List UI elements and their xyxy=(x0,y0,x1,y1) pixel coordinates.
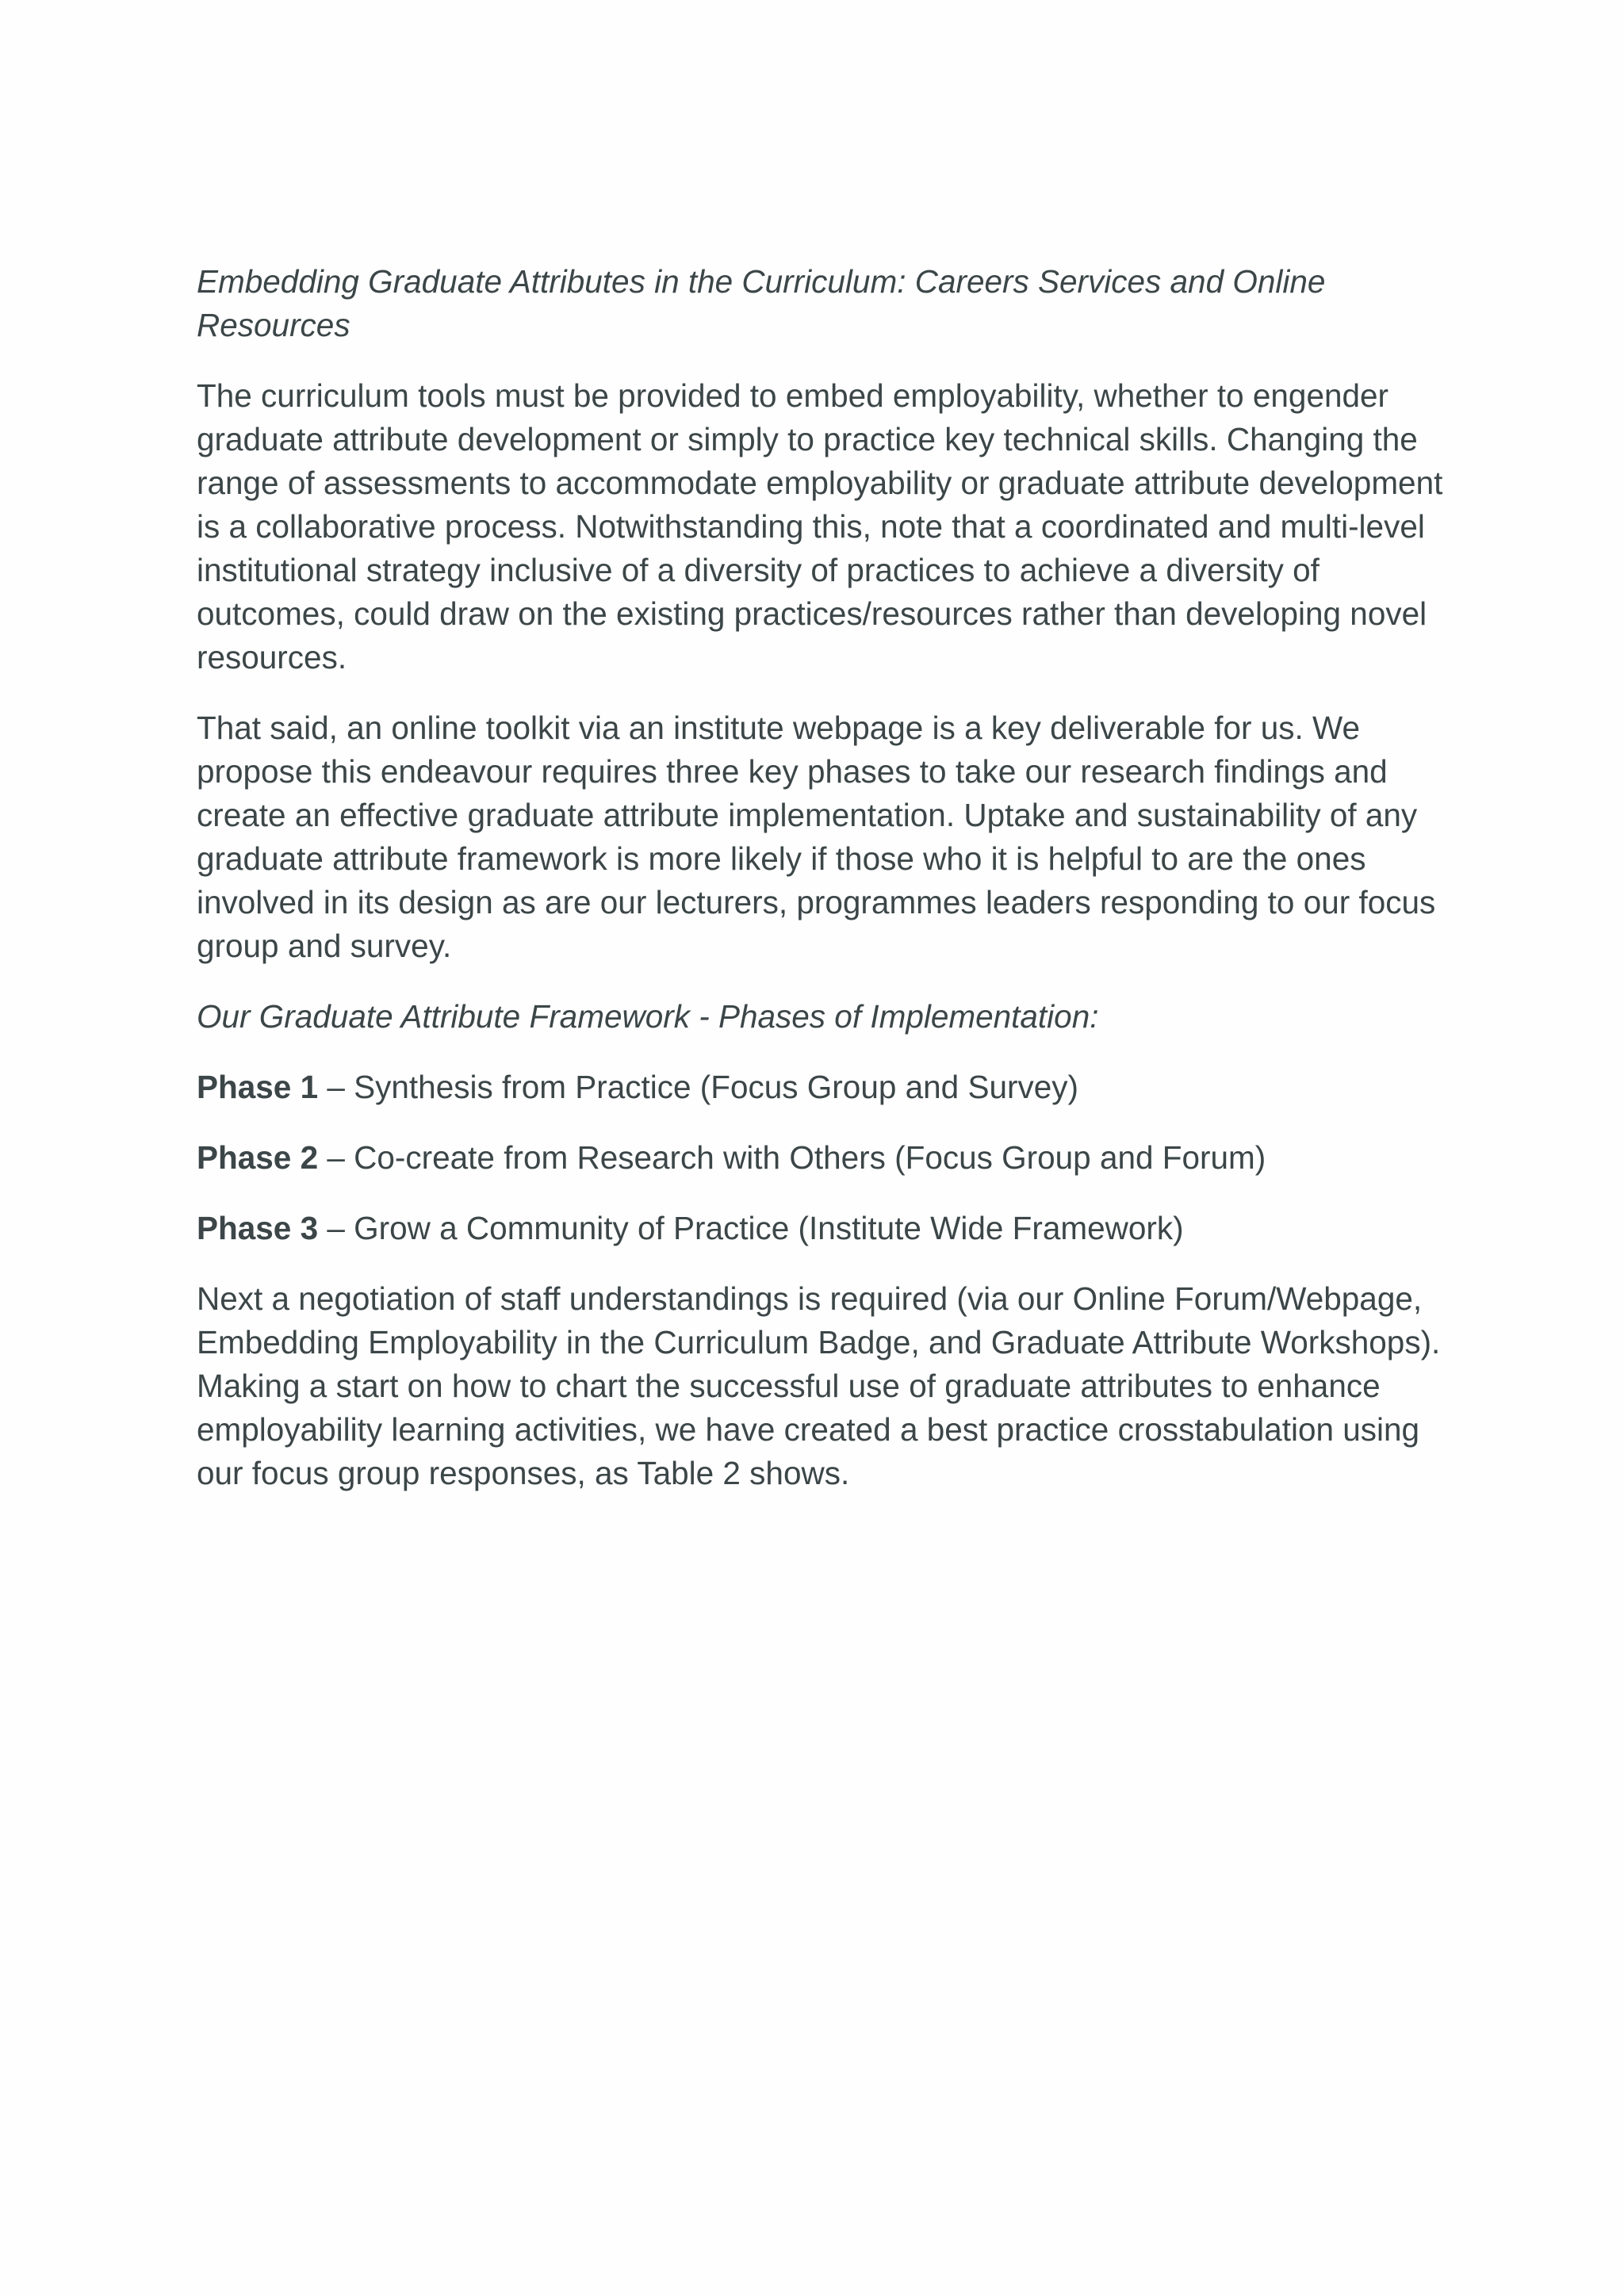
phase-label: Phase 1 xyxy=(197,1069,319,1105)
document-body xyxy=(197,260,1450,1522)
body-paragraph-2: That said, an online toolkit via an institute webpage is a key deliverable for us. We propose this endeavour requires three key phases to take our research findings and create an effective graduate attribute implementation. Uptake and sustainability of any graduate attribute framework is more likely if those who it is helpful to are the ones involved in its design as are our lecturers, programmes leaders responding to our focus group and survey. xyxy=(197,710,1436,964)
phase-description: – Co-create from Research with Others (Focus Group and Forum) xyxy=(318,1139,1266,1176)
phase-description: – Grow a Community of Practice (Institute Wide Framework) xyxy=(318,1210,1184,1246)
body-paragraph-3: Next a negotiation of staff understandings is required (via our Online Forum/Webpage, Embedding Employability in the Curriculum Badge, and Graduate Attribute Workshops). Making a start on how to chart the successful use of graduate attributes to enhance employability learning activities, we have created a best practice crosstabulation using our focus group responses, as Table 2 shows. xyxy=(197,1280,1441,1491)
section-heading: Embedding Graduate Attributes in the Curriculum: Careers Services and Online Resources xyxy=(197,263,1326,343)
phase-label: Phase 2 xyxy=(197,1139,319,1176)
phase-item-2 xyxy=(197,1136,1450,1180)
phase-item-1 xyxy=(197,1066,1450,1109)
body-paragraph-1: The curriculum tools must be provided to embed employability, whether to engender graduate attribute development or simply to practice key technical skills. Changing the range of assessments to accommodate employability or graduate attribute development is a collaborative process. Notwithstanding this, note that a coordinated and multi-level institutional strategy inclusive of a diversity of practices to achieve a diversity of outcomes, could draw on the existing practices/resources rather than developing novel resources. xyxy=(197,377,1443,675)
framework-heading: Our Graduate Attribute Framework - Phases of Implementation: xyxy=(197,998,1099,1035)
phase-description: – Synthesis from Practice (Focus Group and Survey) xyxy=(318,1069,1078,1105)
phase-label: Phase 3 xyxy=(197,1210,319,1246)
phase-item-3 xyxy=(197,1207,1450,1250)
